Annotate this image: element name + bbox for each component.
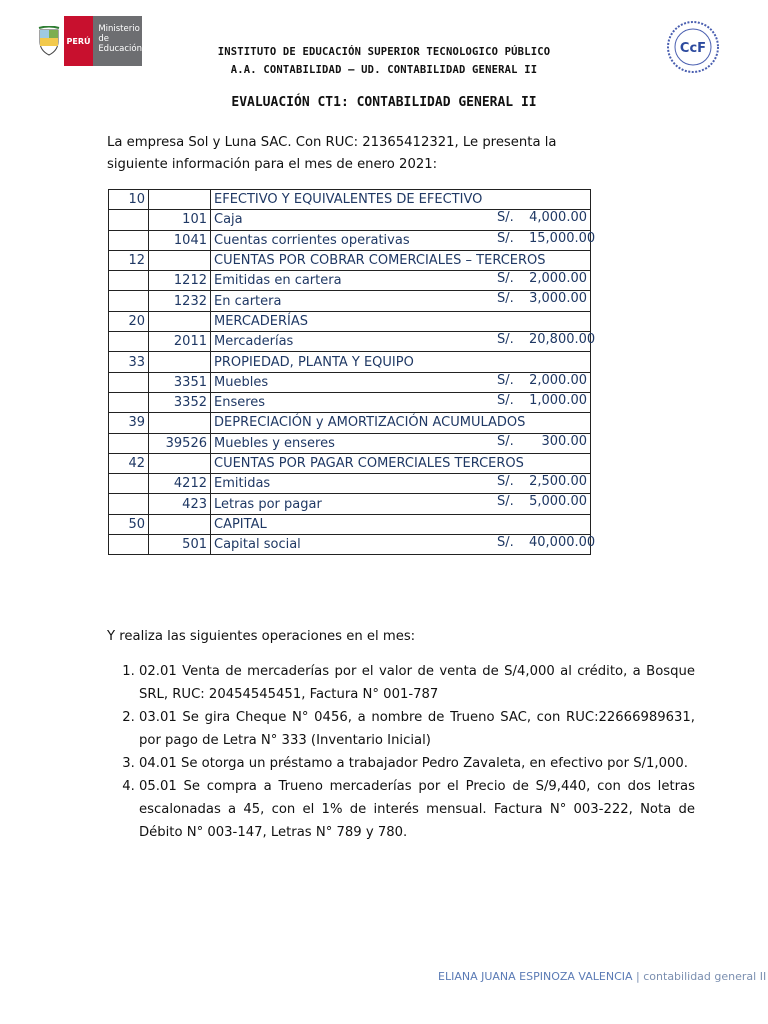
account-code: [109, 372, 149, 392]
table-row: [109, 413, 591, 433]
accounts-table: [108, 189, 596, 555]
account-name-cell: [211, 433, 591, 453]
ministry-label: Ministerio de Educación: [93, 16, 142, 66]
amount-value: 1,000.00: [529, 392, 587, 408]
account-name-cell: [211, 372, 591, 392]
account-amount: [497, 515, 587, 530]
account-code: 39: [109, 413, 149, 433]
subaccount-code: 423: [149, 494, 211, 514]
amount-value: 4,000.00: [529, 210, 587, 226]
subaccount-code: 39526: [149, 433, 211, 453]
amount-value: 2,000.00: [529, 271, 587, 287]
account-code: 12: [109, 250, 149, 270]
account-name-cell: [211, 413, 591, 433]
subaccount-code: 3352: [149, 392, 211, 412]
account-code: 42: [109, 453, 149, 473]
list-item: 1. 02.01 Venta de mercaderías por el valor de venta de S/4,000 al crédito, a Bosque SRL, RUC: 20454545451, Factura N° 001-787: [139, 660, 695, 706]
account-name: MERCADERÍAS: [214, 313, 309, 329]
currency-symbol: S/.: [497, 392, 514, 408]
subaccount-code: [149, 514, 211, 534]
list-item: 3. 04.01 Se otorga un préstamo a trabajador Pedro Zavaleta, en efectivo por S/1,000.: [139, 752, 695, 775]
subaccount-code: [149, 250, 211, 270]
table-row: [109, 453, 591, 473]
currency-symbol: S/.: [497, 474, 514, 490]
amount-value: 5,000.00: [529, 494, 587, 510]
amount-value: 15,000.00: [529, 230, 596, 246]
table-row: [109, 514, 591, 534]
table-row: [109, 291, 591, 311]
table-row: [109, 352, 591, 372]
table-row: [109, 535, 591, 555]
subaccount-code: 3351: [149, 372, 211, 392]
amount-value: 3,000.00: [529, 291, 587, 307]
account-name-cell: [211, 535, 596, 555]
account-name-cell: [211, 514, 591, 534]
account-name: Muebles y enseres: [214, 435, 335, 451]
account-name: Emitidas: [214, 476, 271, 492]
table-row: [109, 311, 591, 331]
account-amount: [497, 332, 596, 348]
account-name-cell: [211, 291, 591, 311]
amount-value: 40,000.00: [529, 535, 596, 551]
account-amount: [497, 312, 587, 327]
subaccount-code: [149, 190, 211, 210]
amount-value: 20,800.00: [529, 332, 596, 348]
table-row: [109, 474, 591, 494]
account-name-cell: [211, 250, 591, 270]
footer-separator: |: [636, 970, 640, 983]
svg-text:CcF: CcF: [679, 41, 707, 56]
currency-symbol: S/.: [497, 332, 514, 348]
account-name: Muebles: [214, 374, 269, 390]
account-name: Mercaderías: [214, 334, 294, 350]
currency-symbol: S/.: [497, 291, 514, 307]
footer-course: contabilidad general II: [643, 970, 767, 983]
account-code: 50: [109, 514, 149, 534]
subaccount-code: [149, 352, 211, 372]
program-name: A.A. CONTABILIDAD – UD. CONTABILIDAD GENERAL II: [230, 64, 538, 76]
account-name-cell: [211, 474, 591, 494]
footer: [438, 970, 766, 983]
account-code: 33: [109, 352, 149, 372]
subaccount-code: [149, 413, 211, 433]
account-code: [109, 291, 149, 311]
account-code: 20: [109, 311, 149, 331]
operations-intro: Y realiza las siguientes operaciones en el mes:: [107, 629, 416, 644]
amount-value: 2,000.00: [529, 372, 587, 388]
account-amount: [497, 373, 587, 388]
operations-list: [107, 660, 695, 844]
table-row: [109, 230, 591, 250]
account-name: DEPRECIACIÓN y AMORTIZACIÓN ACUMULADOS: [214, 415, 526, 431]
subaccount-code: 101: [149, 210, 211, 230]
account-code: [109, 494, 149, 514]
account-code: [109, 474, 149, 494]
account-name: EFECTIVO Y EQUIVALENTES DE EFECTIVO: [214, 192, 483, 208]
currency-symbol: S/.: [497, 210, 514, 226]
account-code: [109, 210, 149, 230]
account-name: CAPITAL: [214, 516, 267, 532]
list-item: 4. 05.01 Se compra a Trueno mercaderías por el Precio de S/9,440, con dos letras escalonadas a 45, con el 1% de interés mensual. Factura N° 003-222, Nota de Débito N° 003-147, Letras N° 789 y 780.: [139, 775, 695, 844]
subaccount-code: 1232: [149, 291, 211, 311]
account-amount: [497, 230, 596, 246]
account-name: CUENTAS POR COBRAR COMERCIALES – TERCEROS: [214, 253, 546, 269]
subaccount-code: [149, 453, 211, 473]
account-code: [109, 392, 149, 412]
subaccount-code: 1041: [149, 230, 211, 250]
account-code: [109, 332, 149, 352]
account-amount: [497, 494, 587, 509]
subaccount-code: 501: [149, 535, 211, 555]
page-title: EVALUACIÓN CT1: CONTABILIDAD GENERAL II: [231, 95, 537, 110]
account-amount: [497, 535, 596, 551]
account-code: [109, 230, 149, 250]
footer-author: ELIANA JUANA ESPINOZA VALENCIA: [438, 970, 633, 983]
account-name: PROPIEDAD, PLANTA Y EQUIPO: [214, 354, 414, 370]
account-name: Enseres: [214, 395, 266, 411]
account-amount: [497, 190, 587, 205]
account-name-cell: [211, 352, 591, 372]
table-row: [109, 392, 591, 412]
table-row: [109, 332, 591, 352]
intro-paragraph: La empresa Sol y Luna SAC. Con RUC: 21365412321, Le presenta la siguiente información para el mes de enero 2021:: [107, 135, 557, 172]
coat-of-arms-icon: [34, 16, 64, 66]
account-amount: [497, 393, 587, 408]
account-name: Cuentas corrientes operativas: [214, 232, 410, 248]
account-amount: [497, 251, 587, 266]
account-name-cell: [211, 230, 596, 250]
account-name: Caja: [214, 212, 243, 228]
currency-symbol: S/.: [497, 535, 514, 551]
account-name-cell: [211, 453, 591, 473]
account-name-cell: [211, 392, 591, 412]
account-code: 10: [109, 190, 149, 210]
currency-symbol: S/.: [497, 372, 514, 388]
account-name: Letras por pagar: [214, 496, 322, 512]
subaccount-code: 2011: [149, 332, 211, 352]
account-amount: [497, 291, 587, 306]
subaccount-code: 4212: [149, 474, 211, 494]
subaccount-code: 1212: [149, 271, 211, 291]
account-name-cell: [211, 494, 591, 514]
account-code: [109, 271, 149, 291]
account-amount: [497, 413, 587, 428]
account-amount: [497, 434, 587, 449]
list-item: 2. 03.01 Se gira Cheque N° 0456, a nombre de Trueno SAC, con RUC:22666989631, por pago de Letra N° 333 (Inventario Inicial): [139, 706, 695, 752]
currency-symbol: S/.: [497, 230, 514, 246]
account-amount: [497, 352, 587, 367]
account-name: Emitidas en cartera: [214, 273, 342, 289]
account-name: En cartera: [214, 293, 282, 309]
table-row: [109, 271, 591, 291]
table-row: [109, 372, 591, 392]
table-row: [109, 190, 591, 210]
table-row: [109, 250, 591, 270]
amount-value: 2,500.00: [529, 474, 587, 490]
subaccount-code: [149, 311, 211, 331]
currency-symbol: S/.: [497, 494, 514, 510]
amount-value: 300.00: [541, 433, 587, 449]
ministry-logo: [34, 16, 142, 66]
account-name-cell: [211, 190, 591, 210]
account-code: [109, 535, 149, 555]
account-name: CUENTAS POR PAGAR COMERCIALES TERCEROS: [214, 456, 524, 471]
account-name-cell: [211, 271, 591, 291]
currency-symbol: S/.: [497, 433, 514, 449]
table-row: [109, 494, 591, 514]
account-name-cell: [211, 311, 591, 331]
account-name-cell: [211, 210, 591, 230]
account-amount: [497, 454, 587, 469]
table-row: [109, 210, 591, 230]
account-amount: [497, 474, 587, 489]
table-row: [109, 433, 591, 453]
account-code: [109, 433, 149, 453]
peru-label: PERÚ: [64, 16, 94, 66]
account-amount: [497, 271, 587, 286]
account-name: Capital social: [214, 537, 301, 553]
account-name-cell: [211, 332, 596, 352]
currency-symbol: S/.: [497, 271, 514, 287]
account-amount: [497, 210, 587, 225]
institution-name: INSTITUTO DE EDUCACIÓN SUPERIOR TECNOLOGICO PÚBLICO: [217, 46, 551, 58]
